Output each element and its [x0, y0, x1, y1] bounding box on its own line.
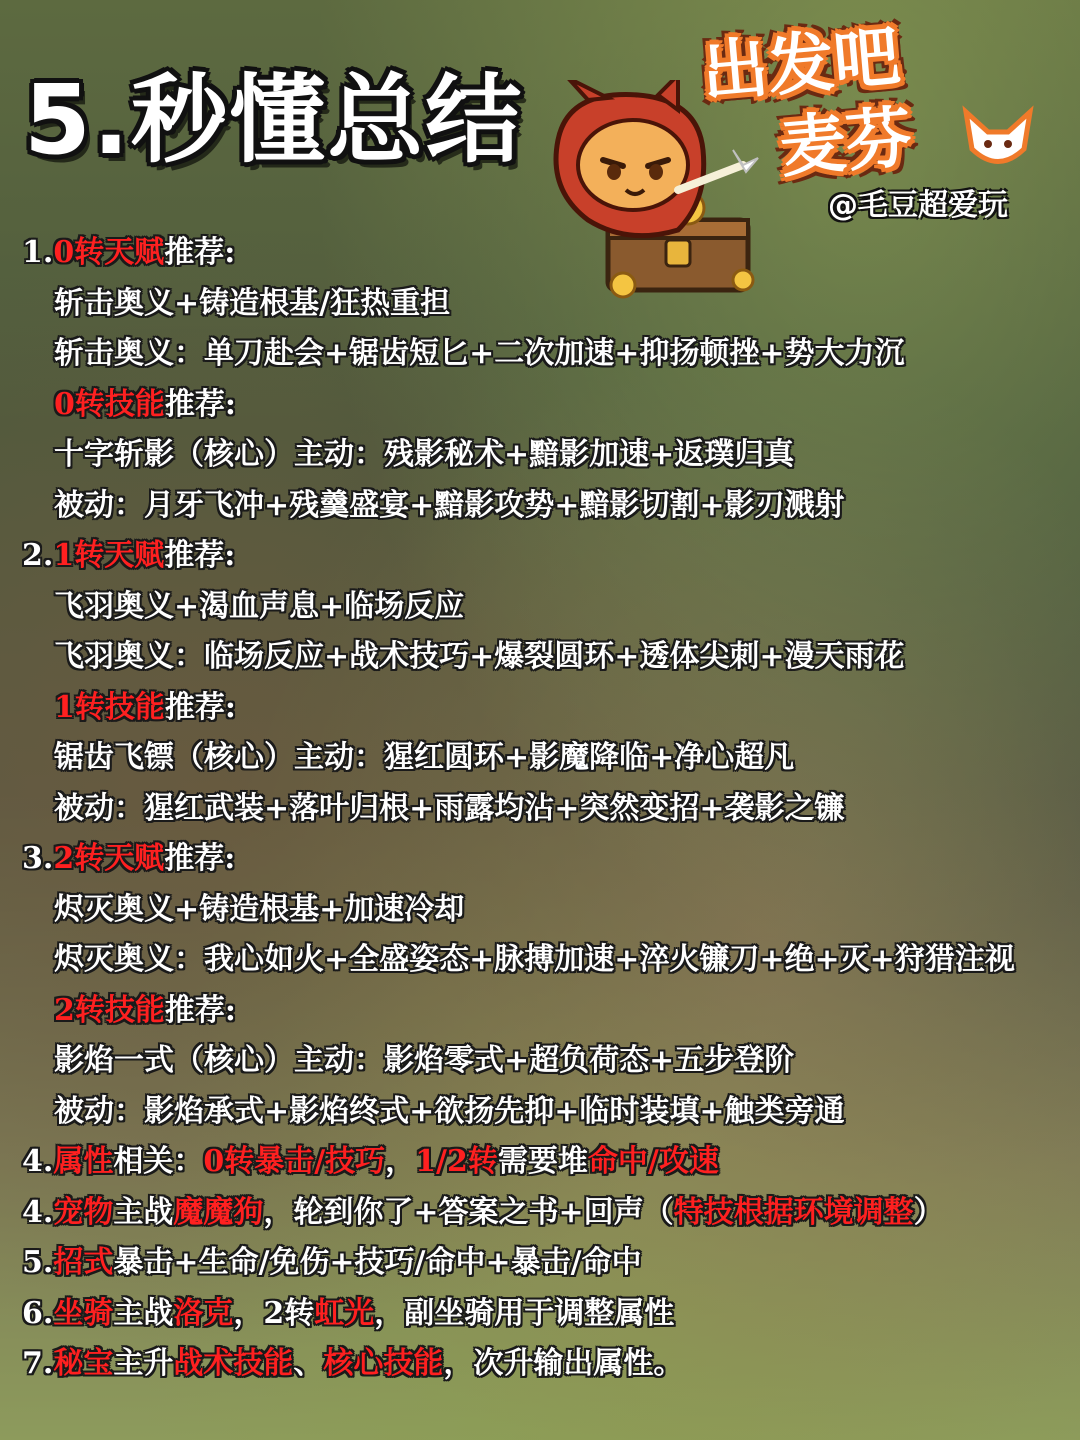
highlight-text: 1/2转 [415, 1144, 498, 1179]
line-text: 斩击奥义+铸造根基/狂热重担 [54, 285, 451, 321]
highlight-text: 核心技能 [323, 1346, 444, 1381]
highlight-text: 坐骑 [53, 1295, 114, 1331]
line-text: 烬灭奥义+铸造根基+加速冷却 [54, 891, 465, 927]
summary-line [22, 784, 1062, 835]
line-text: 需要堆 [497, 1144, 588, 1179]
line-text: 2. [22, 538, 54, 573]
line-text: 4. [22, 1144, 54, 1179]
fox-head-icon [958, 104, 1038, 174]
line-text: 6. [22, 1295, 54, 1331]
line-text: 推荐: [164, 992, 236, 1028]
summary-line [22, 531, 1062, 582]
line-text: ， [385, 1144, 416, 1179]
highlight-text: 战术技能 [173, 1346, 294, 1381]
highlight-text: 0转暴击/技巧 [203, 1144, 386, 1179]
summary-line [22, 1188, 1062, 1239]
line-text: 推荐: [164, 235, 236, 270]
summary-line [22, 1036, 1062, 1087]
line-text: 飞羽奥义+渴血声息+临场反应 [54, 588, 465, 624]
line-text: 十字斩影（核心）主动：残影秘术+黯影加速+返璞归真 [54, 437, 795, 472]
line-text: 主战 [113, 1194, 174, 1230]
line-text: 被动：月牙飞冲+残羹盛宴+黯影攻势+黯影切割+影刃溅射 [54, 487, 845, 523]
line-text: 相关： [113, 1144, 204, 1179]
summary-line [22, 329, 1062, 380]
highlight-text: 命中/攻速 [587, 1144, 719, 1179]
summary-line [22, 228, 1062, 279]
highlight-text: 特技根据环境调整 [673, 1194, 914, 1230]
line-text: ，次升输出属性。 [443, 1346, 684, 1381]
summary-line [22, 430, 1062, 481]
summary-line [22, 1087, 1062, 1138]
highlight-text: 洛克 [173, 1295, 234, 1331]
line-text: 推荐: [164, 841, 236, 876]
line-text: 主升 [113, 1346, 174, 1381]
summary-line [22, 582, 1062, 633]
summary-line [22, 986, 1062, 1037]
highlight-text: 2转技能 [54, 992, 165, 1028]
line-text: 推荐: [164, 386, 236, 422]
summary-line [22, 1339, 1062, 1390]
line-text: 推荐: [164, 689, 236, 725]
summary-line [22, 481, 1062, 532]
summary-line [22, 1137, 1062, 1188]
line-text: 烬灭奥义：我心如火+全盛姿态+脉搏加速+淬火镰刀+绝+灭+狩猎注视 [54, 942, 1015, 977]
line-text: 被动：影焰承式+影焰终式+欲扬先抑+临时装填+触类旁通 [54, 1093, 845, 1129]
author-handle: @毛豆超爱玩 [828, 188, 1008, 223]
page-title: 5.秒懂总结 [24, 64, 524, 176]
highlight-text: 宠物 [53, 1194, 114, 1230]
summary-line [22, 632, 1062, 683]
highlight-text: 1转天赋 [53, 538, 165, 573]
line-text: 1. [22, 235, 54, 270]
line-text: 斩击奥义：单刀赴会+锯齿短匕+二次加速+抑扬顿挫+势大力沉 [54, 336, 905, 371]
highlight-text: 0转技能 [54, 386, 165, 422]
summary-line [22, 935, 1062, 986]
logo-line-1: 出发吧 [698, 17, 903, 112]
line-text: 5. [22, 1245, 54, 1280]
logo-line-2: 麦芬 [776, 98, 916, 187]
line-text: ，副坐骑用于调整属性 [374, 1295, 675, 1331]
summary-line [22, 380, 1062, 431]
highlight-text: 1转技能 [54, 689, 165, 725]
highlight-text: 虹光 [314, 1295, 375, 1331]
line-text: 4. [22, 1194, 54, 1230]
line-text: 影焰一式（核心）主动：影焰零式+超负荷态+五步登阶 [54, 1043, 795, 1078]
summary-line [22, 1289, 1062, 1340]
line-text: 、 [293, 1346, 324, 1381]
summary-line [22, 279, 1062, 330]
line-text: 3. [22, 841, 54, 876]
line-text: 被动：猩红武装+落叶归根+雨露均沾+突然变招+袭影之镰 [54, 790, 845, 826]
highlight-text: 0转天赋 [53, 235, 165, 270]
line-text: ，轮到你了+答案之书+回声（ [263, 1194, 674, 1230]
line-text: ） [913, 1194, 944, 1230]
line-text: 锯齿飞镖（核心）主动：猩红圆环+影魔降临+净心超凡 [54, 740, 795, 775]
game-logo [690, 17, 1050, 187]
line-text: 推荐: [164, 538, 236, 573]
summary-line [22, 1238, 1062, 1289]
highlight-text: 秘宝 [53, 1346, 114, 1381]
highlight-text: 2转天赋 [53, 841, 165, 876]
line-text: 暴击+生命/免伤+技巧/命中+暴击/命中 [113, 1245, 642, 1280]
summary-list [22, 228, 1062, 1390]
line-text: 主战 [113, 1295, 174, 1331]
highlight-text: 招式 [53, 1245, 114, 1280]
line-text: 飞羽奥义：临场反应+战术技巧+爆裂圆环+透体尖刺+漫天雨花 [54, 639, 905, 674]
summary-line [22, 834, 1062, 885]
summary-line [22, 733, 1062, 784]
line-text: 7. [22, 1346, 54, 1381]
line-text: ，2转 [233, 1295, 315, 1331]
highlight-text: 魔魔狗 [173, 1194, 264, 1230]
highlight-text: 属性 [53, 1144, 114, 1179]
summary-line [22, 885, 1062, 936]
summary-line [22, 683, 1062, 734]
